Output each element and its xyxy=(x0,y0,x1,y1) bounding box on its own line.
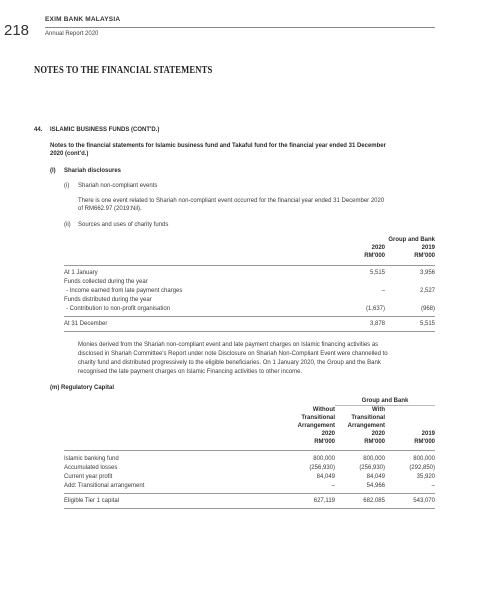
note-intro-line2: 2020 (cont'd.) xyxy=(50,151,89,157)
sub-ii-heading: Sources and uses of charity funds xyxy=(78,222,169,228)
charity-table-top-rule xyxy=(64,265,435,266)
table-cell: 682,085 xyxy=(363,498,385,504)
col2-header-line3: Arrangement xyxy=(347,423,385,429)
col2-header-line1: With xyxy=(372,407,385,413)
table-cell: 800,000 xyxy=(313,456,335,462)
charity-unit-2020: RM'000 xyxy=(364,253,385,259)
col1-header-line2: Transitional xyxy=(301,415,335,421)
table-cell: (292,850) xyxy=(409,465,435,471)
charity-note-line4: recognised the late payment charges on Islamic Financing activities to other income. xyxy=(78,369,303,375)
charity-group-header: Group and Bank xyxy=(388,237,435,243)
charity-note-line2: disclosed in Shariah Committee's Report under note Disclosure on Shariah Non-Compliant Event were channelled to xyxy=(78,351,388,357)
col1-unit: RM'000 xyxy=(314,439,335,445)
table-cell: (256,930) xyxy=(309,465,335,471)
table-row-label: Add: Transitional arrangement xyxy=(64,483,145,489)
col2-header-line2: Transitional xyxy=(351,415,385,421)
col3-unit: RM'000 xyxy=(414,439,435,445)
note-intro-line1: Notes to the financial statements for Islamic business fund and Takaful fund for the financial year ended 31 December xyxy=(50,143,386,149)
table-cell: (968) xyxy=(420,306,435,312)
table-cell: 84,049 xyxy=(366,474,385,480)
page-number: 218 xyxy=(4,22,30,39)
table-row-label: At 1 January xyxy=(64,270,98,276)
charity-unit-2019: RM'000 xyxy=(414,253,435,259)
charity-col-2019: 2019 xyxy=(421,245,435,251)
table-cell: – xyxy=(331,483,335,489)
table-cell: 800,000 xyxy=(363,456,385,462)
table-row-label: Accumulated losses xyxy=(64,465,118,471)
table-cell: (1,637) xyxy=(365,306,385,312)
table-cell: – xyxy=(381,288,385,294)
table-cell: 5,515 xyxy=(369,270,385,276)
col2-unit: RM'000 xyxy=(364,439,385,445)
table-row-label: - Contribution to non-profit organisation xyxy=(66,306,171,312)
table-row-label: Eligible Tier 1 capital xyxy=(64,498,120,504)
table-cell: (256,930) xyxy=(359,465,385,471)
table-row-label: Current year profit xyxy=(64,474,113,480)
header-divider xyxy=(45,27,435,28)
capital-total-rule xyxy=(64,493,435,494)
table-row-label: Funds collected during the year xyxy=(64,279,148,285)
table-row-label: - Income earned from late payment charges xyxy=(66,288,183,294)
shariah-heading: Shariah disclosures xyxy=(64,168,122,174)
col1-header-line3: Arrangement xyxy=(297,423,335,429)
table-row-label: Funds distributed during the year xyxy=(64,297,152,303)
charity-note-line1: Monies derived from the Shariah non-compliant event and late payment charges on Islamic financing activities as xyxy=(78,342,379,348)
shariah-label: (l) xyxy=(50,168,56,174)
col1-year: 2020 xyxy=(321,431,335,437)
note-heading: ISLAMIC BUSINESS FUNDS (CONT'D.) xyxy=(50,127,160,133)
charity-total-rule xyxy=(64,316,435,317)
col3-year: 2019 xyxy=(421,431,435,437)
report-title: Annual Report 2020 xyxy=(45,31,99,37)
table-cell: 35,920 xyxy=(416,474,435,480)
charity-note-line3: charity fund and distributed progressively to the eligible beneficiaries. On 1 January 2020, the Group and the Bank xyxy=(78,360,381,366)
table-cell: 3,878 xyxy=(369,321,385,327)
table-cell: 3,956 xyxy=(419,270,435,276)
table-cell: 84,049 xyxy=(316,474,335,480)
table-row-label: At 31 December xyxy=(64,321,108,327)
sub-ii-label: (ii) xyxy=(64,222,71,228)
table-cell: 543,070 xyxy=(413,498,435,504)
sub-i-text-line2: of RM662.97 (2019:Nil). xyxy=(78,206,142,212)
table-cell: 5,515 xyxy=(419,321,435,327)
capital-bottom-rule xyxy=(64,508,435,509)
capital-table-top-rule xyxy=(64,450,435,451)
charity-bottom-rule xyxy=(64,331,435,332)
section-title: NOTES TO THE FINANCIAL STATEMENTS xyxy=(34,64,213,76)
bank-name: EXIM BANK MALAYSIA xyxy=(45,16,121,23)
sub-i-heading: Shariah non-compliant events xyxy=(78,183,158,189)
table-cell: 54,966 xyxy=(366,483,385,489)
sub-i-text-line1: There is one event related to Shariah non-compliant event occurred for the financial year ended 31 December 2020 xyxy=(78,198,385,204)
table-cell: 627,119 xyxy=(313,498,335,504)
capital-heading: (m) Regulatory Capital xyxy=(50,385,115,391)
capital-group-header: Group and Bank xyxy=(361,398,409,404)
sub-i-label: (i) xyxy=(64,183,70,189)
col1-header-line1: Without xyxy=(312,407,335,413)
col2-year: 2020 xyxy=(371,431,385,437)
table-cell: – xyxy=(431,483,435,489)
table-cell: 800,000 xyxy=(413,456,435,462)
table-cell: 2,527 xyxy=(419,288,435,294)
note-number: 44. xyxy=(34,127,43,133)
charity-col-2020: 2020 xyxy=(371,245,385,251)
table-row-label: Islamic banking fund xyxy=(64,456,119,462)
